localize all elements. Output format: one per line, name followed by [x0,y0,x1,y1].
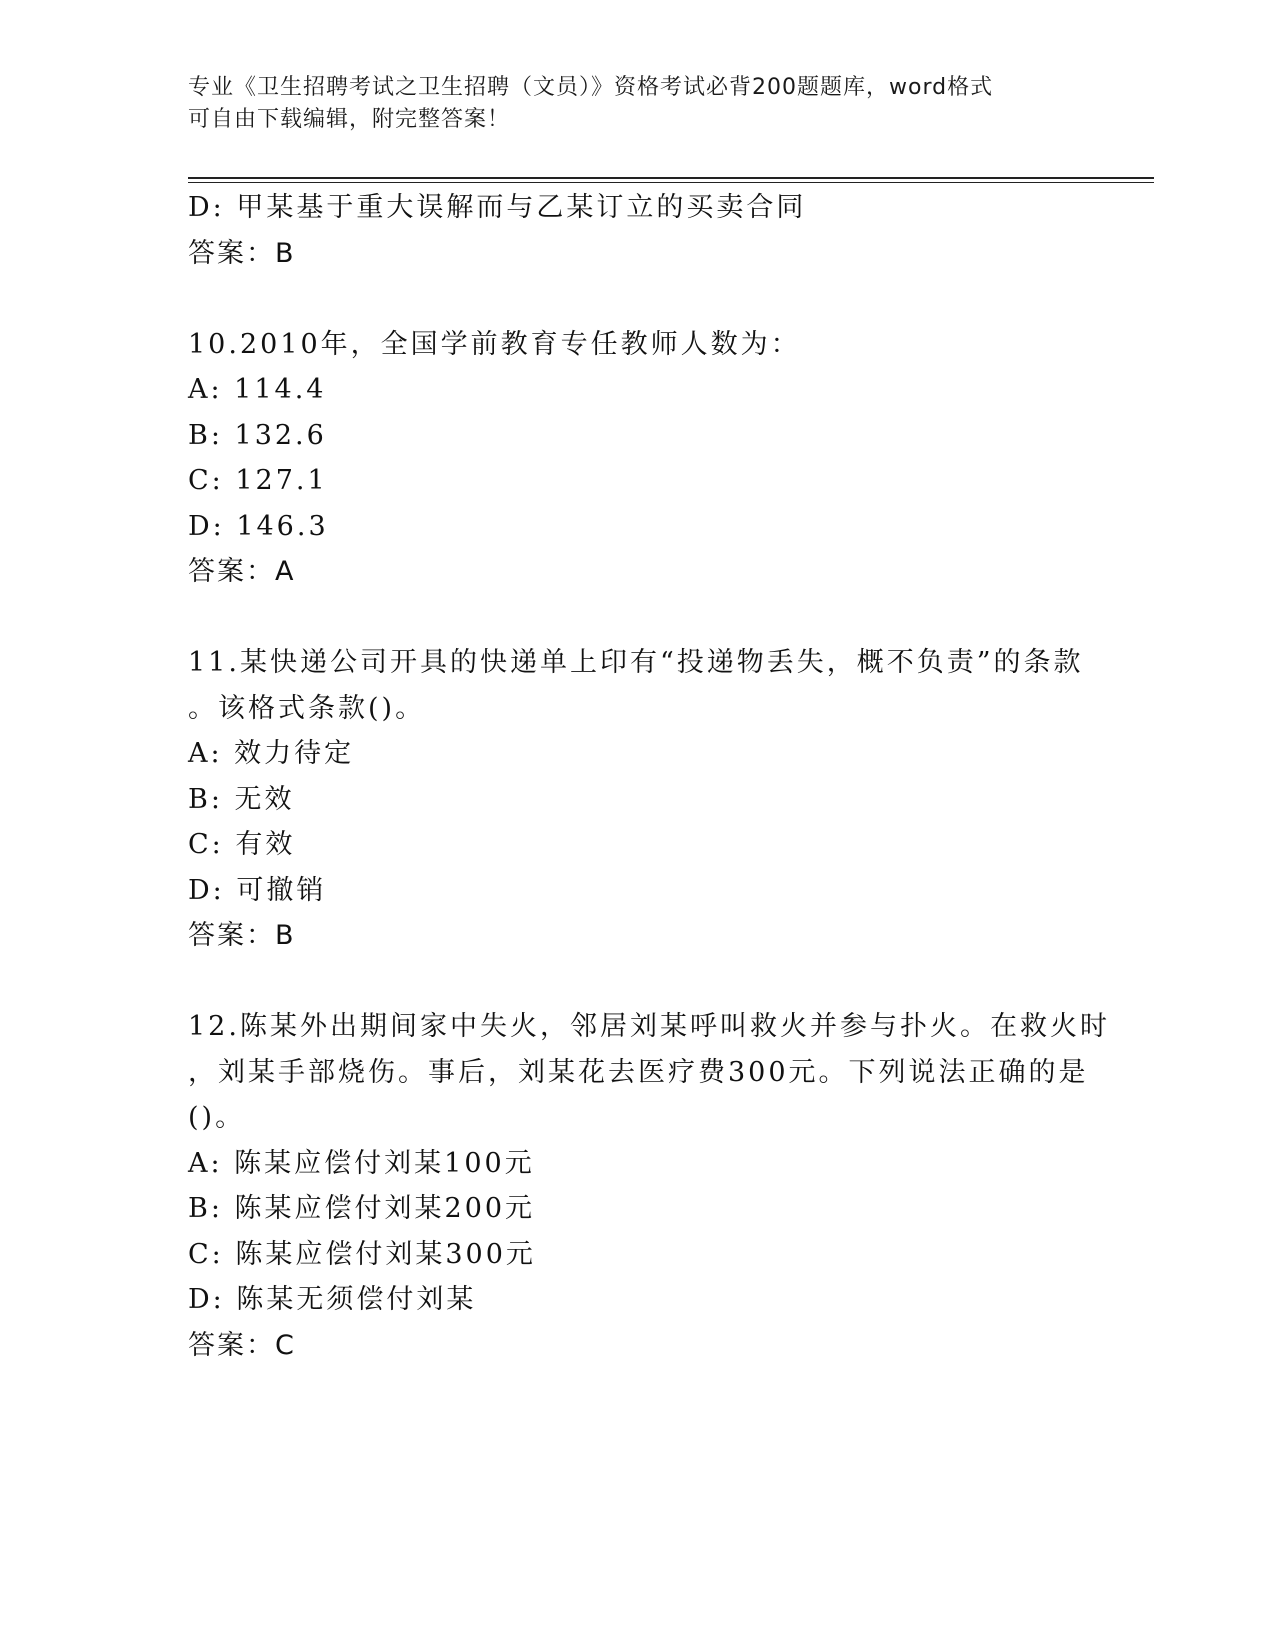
option-b: B: 陈某应偿付刘某200元 [188,1193,536,1224]
option-d: D: 甲某基于重大误解而与乙某订立的买卖合同 [188,192,807,223]
header-line-1: 专业《卫生招聘考试之卫生招聘（文员）》资格考试必背200题题库，word格式 [188,75,994,100]
option-c: C: 127.1 [188,465,328,496]
option-a: A: 陈某应偿付刘某100元 [188,1147,535,1179]
option-b: B: 132.6 [188,419,327,451]
spacer [188,595,1088,641]
answer-line: 答案：B [188,237,296,269]
question-stem-continued: ，刘某手部烧伤。事后，刘某花去医疗费300元。下列说法正确的是 [188,1056,1089,1088]
document-header [188,72,1088,136]
question-stem-continued: ()。 [188,1102,246,1133]
question-11 [188,640,1088,959]
option-c: C: 有效 [188,829,296,860]
option-c: C: 陈某应偿付刘某300元 [188,1238,536,1270]
answer-line: 答案：B [188,920,296,951]
question-12 [188,1004,1110,1368]
answer-line: 答案：C [188,1329,296,1361]
option-d: D: 陈某无须偿付刘某 [188,1284,477,1315]
question-stem: 12.陈某外出期间家中失火，邻居刘某呼叫救火并参与扑火。在救火时 [188,1011,1110,1042]
option-d: D: 146.3 [188,510,329,542]
spacer [188,276,1088,322]
question-10 [188,322,1088,595]
document-body [188,185,1110,1368]
option-d: D: 可撤销 [188,874,327,906]
question-stem: 10.2010年，全国学前教育专任教师人数为： [188,328,801,360]
previous-question-fragment [188,185,1088,276]
question-stem: 11.某快递公司开具的快递单上印有“投递物丢失，概不负责”的条款 [188,647,1084,678]
option-a: A: 效力待定 [188,738,355,769]
question-stem-continued: 。该格式条款()。 [188,692,426,724]
answer-line: 答案：A [188,556,296,587]
header-divider [188,177,1154,183]
option-b: B: 无效 [188,783,295,815]
header-line-2: 可自由下载编辑，附完整答案！ [188,107,511,132]
option-a: A: 114.4 [188,374,327,405]
spacer [188,959,1088,1005]
